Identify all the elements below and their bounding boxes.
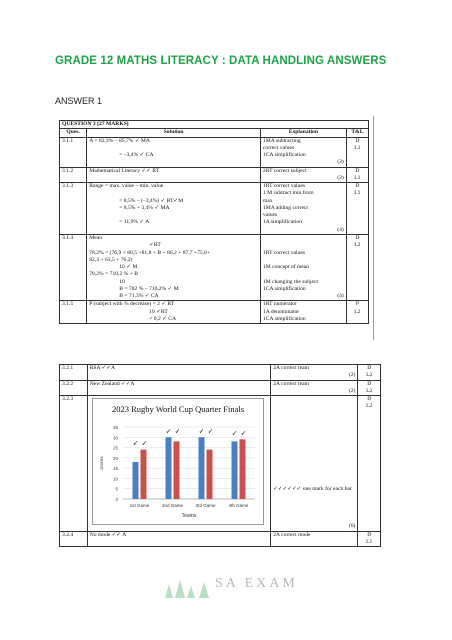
question-title: QUESTION 3 [27 MARKS] [60,121,369,129]
explanation-cell: 2RT correct subject (2) [260,167,346,183]
explanation-cell: 1MA subtracting correct values 1CA simplification (2) [260,137,346,167]
tl-cell: D L2 [358,396,381,532]
bar [140,450,146,499]
explanation-cell: 2A correct team (2) [271,365,358,381]
question-number: 3.1.1 [60,137,87,167]
y-tick-label: 35 [112,425,118,431]
table-row [60,137,369,167]
y-axis-label: scores [98,456,104,470]
bar [173,441,179,499]
solution-cell: A = 82,3% – 85,7% ✓ MA = –3,4% ✓ CA [87,137,261,167]
bar [239,439,245,499]
check-mark: ✓ [207,427,214,436]
table-row [60,183,369,235]
tl-cell: P L2 [346,301,368,324]
tl-cell: D L1 [346,167,368,183]
memo-table-3-2 [59,364,381,547]
solution-cell: No mode ✓✓ A [87,531,271,547]
question-number: 3.2.3 [60,396,88,532]
table-row [60,531,381,547]
tl-cell: D L1 [346,137,368,167]
y-tick-label: 20 [112,455,118,461]
bar [132,462,138,499]
chart-svg [93,399,263,524]
tl-cell: D L1 [346,183,368,235]
x-axis-label: Teams [181,513,197,520]
explanation-cell: 2A correct mode [271,531,358,547]
chart-title: 2023 Rugby World Cup Quarter Finals [111,404,244,415]
table-row [60,167,369,183]
solution-cell: RSA ✓✓A [87,365,271,381]
solution-cell: Mathematical Literacy ✓✓ RT [87,167,261,183]
explanation-cell: 1RT numerator 1A denominator 1CA simplification [260,301,346,324]
question-number: 3.1.5 [60,301,87,324]
explanation-cell: 1RT correct values 1 M subtract min from max 1MA adding correct values 1A simplification (4) [260,183,346,235]
marks: (2) [337,174,344,181]
solution-cell: Mean ✓RT 78,2% = (76,9 + 80,5 +81,8 + B + 86,2 + 87,7 +75,6+ 82,3 + 63,5 + 76,2) 10 ✓ M 78,2% = 710,2 % + B 10 B = 782 % – 710,2% ✓ M B = 71,3% ✓ CA [87,234,261,300]
marks: (4) [337,226,344,233]
explanation-cell: ✓✓✓✓✓✓ one mark for each bar (6) [271,396,358,532]
check-mark: ✓ [132,439,139,448]
table-row [60,365,381,381]
y-tick-label: 15 [112,466,118,472]
y-tick-label: 25 [112,445,118,451]
col-header: Ques. [60,129,87,137]
explanation-cell: 1RT correct values 1M concept of mean 1M changing the subject 1CA simplification (4) [260,234,346,300]
solution-cell: New Zealand ✓✓A [87,380,271,396]
y-tick-label: 5 [115,486,118,492]
explanation-cell: 2A correct team (2) [271,380,358,396]
check-mark: ✓ [141,439,148,448]
marks: (4) [337,293,344,300]
check-mark: ✓ [231,429,238,438]
marks: (6) [348,523,356,530]
watermark-text: SA EXAM [215,576,298,591]
question-number: 3.2.4 [60,531,88,547]
check-mark: ✓ [198,427,205,436]
y-tick-label: 0 [115,497,118,503]
check-mark: ✓ [165,427,172,436]
bar-chart [92,398,264,525]
col-header: Explanation [260,129,346,137]
answer-label: ANSWER 1 [55,96,103,106]
question-number: 3.1.4 [60,234,87,300]
marks: (2) [337,159,344,166]
tl-cell: D L2 [358,380,381,396]
bar [206,450,212,499]
solution-cell: Range = max. value – min. value = 8,5% – (–3,4%) ✓ RT✓M = 8,5% + 3,4% ✓ MA = 11,9% ✓ A [87,183,261,235]
solution-cell: P (subject with % decrease) = 2 ✓ RT 10 ✓RT = 0,2 ✓ CA [87,301,261,324]
table-row [60,301,369,324]
x-tick-label: 4th Game [228,503,249,509]
question-number: 3.1.2 [60,167,87,183]
col-header: T&L [346,129,368,137]
solution-cell [87,396,271,532]
tl-cell: D L1 [358,531,381,547]
col-header: Solution [87,129,261,137]
x-tick-label: 1st Game [129,503,149,509]
table-row [60,396,381,532]
x-tick-label: 2nd Game [161,503,183,509]
y-tick-label: 10 [112,476,118,482]
page-title: GRADE 12 MATHS LITERACY : DATA HANDLING ANSWERS [55,55,387,67]
marks: (2) [348,387,356,394]
bar [198,437,204,499]
question-number: 3.1.3 [60,183,87,235]
check-mark: ✓ [240,429,247,438]
question-number: 3.2.2 [60,380,88,396]
table-row [60,380,381,396]
x-tick-label: 3rd Game [195,503,216,509]
y-tick-label: 30 [112,435,118,441]
check-mark: ✓ [174,427,181,436]
marks: (2) [348,372,356,379]
memo-table-3-1 [59,120,369,324]
tl-cell: D L2 [346,234,368,300]
bar [165,437,171,499]
table-row [60,234,369,300]
question-number: 3.2.1 [60,365,88,381]
tl-cell: D L2 [358,365,381,381]
bar [231,441,237,499]
